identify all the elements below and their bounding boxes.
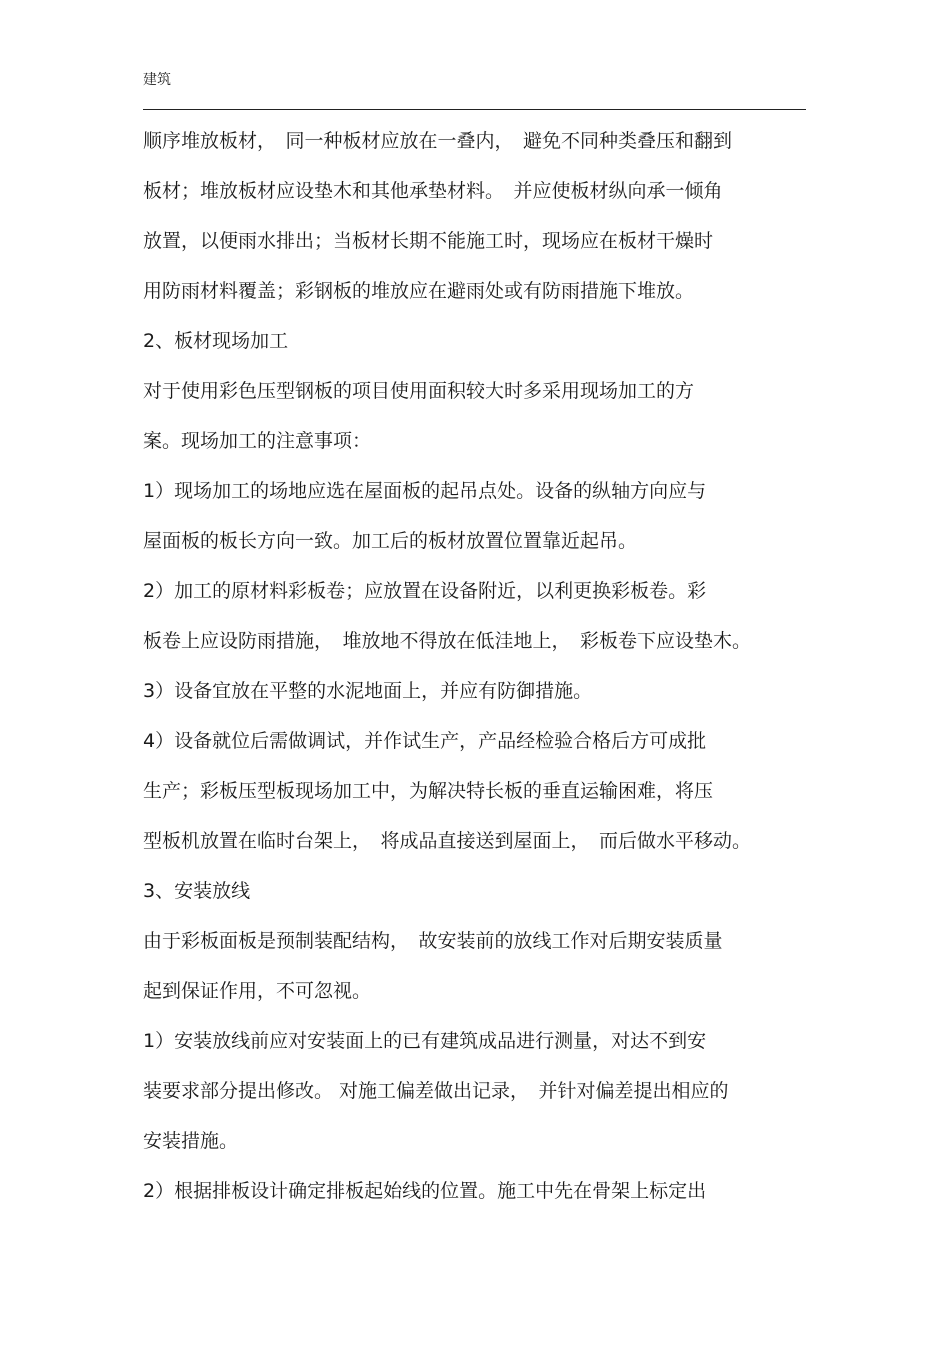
list-item: 1）安装放线前应对安装面上的已有建筑成品进行测量，对达不到安 xyxy=(143,1030,707,1052)
section-heading: 2、板材现场加工 xyxy=(143,330,289,352)
list-item: 1）现场加工的场地应选在屋面板的起吊点处。设备的纵轴方向应与 xyxy=(143,480,707,502)
text-line: 由于彩板面板是预制装配结构， 故安装前的放线工作对后期安装质量 xyxy=(143,930,723,952)
text-line: 装要求部分提出修改。 对施工偏差做出记录， 并针对偏差提出相应的 xyxy=(143,1080,729,1102)
list-item: 2）根据排板设计确定排板起始线的位置。施工中先在骨架上标定出 xyxy=(143,1180,707,1202)
text-line: 板卷上应设防雨措施， 堆放地不得放在低洼地上， 彩板卷下应设垫木。 xyxy=(143,630,752,652)
text-line: 板材；堆放板材应设垫木和其他承垫材料。 并应使板材纵向承一倾角 xyxy=(143,180,723,202)
text-line: 对于使用彩色压型钢板的项目使用面积较大时多采用现场加工的方 xyxy=(143,380,695,402)
text-line: 生产；彩板压型板现场加工中，为解决特长板的垂直运输困难，将压 xyxy=(143,780,714,802)
body-text xyxy=(143,127,843,1227)
text-line: 屋面板的板长方向一致。加工后的板材放置位置靠近起吊。 xyxy=(143,530,638,552)
header-divider xyxy=(143,109,806,110)
section-heading: 3、安装放线 xyxy=(143,880,251,902)
text-line: 案。现场加工的注意事项： xyxy=(143,430,372,452)
text-line: 型板机放置在临时台架上， 将成品直接送到屋面上， 而后做水平移动。 xyxy=(143,830,752,852)
text-line: 顺序堆放板材， 同一种板材应放在一叠内， 避免不同种类叠压和翻到 xyxy=(143,130,733,152)
list-item: 2）加工的原材料彩板卷；应放置在设备附近，以利更换彩板卷。彩 xyxy=(143,580,707,602)
list-item: 3）设备宜放在平整的水泥地面上，并应有防御措施。 xyxy=(143,680,593,702)
text-line: 起到保证作用，不可忽视。 xyxy=(143,980,372,1002)
text-line: 放置，以便雨水排出；当板材长期不能施工时，现场应在板材干燥时 xyxy=(143,230,714,252)
list-item: 4）设备就位后需做调试，并作试生产，产品经检验合格后方可成批 xyxy=(143,730,707,752)
text-line: 用防雨材料覆盖；彩钢板的堆放应在避雨处或有防雨措施下堆放。 xyxy=(143,280,695,302)
text-line: 安装措施。 xyxy=(143,1130,239,1152)
running-header: 建筑 xyxy=(143,72,171,88)
